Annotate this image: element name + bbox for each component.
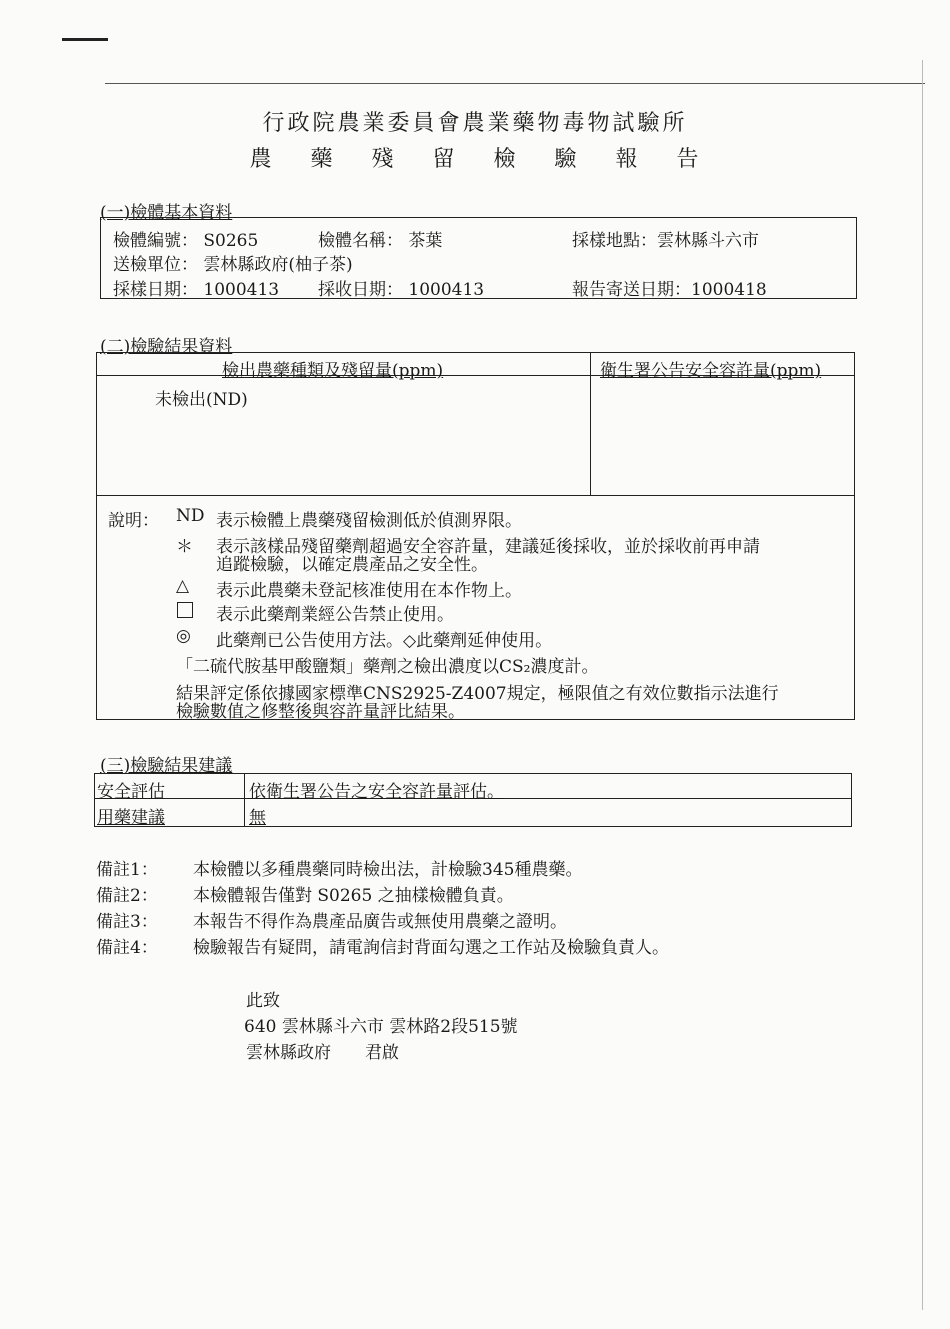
- sample-no: 檢體編號： S0265: [113, 231, 259, 251]
- note-text-star-2: 追蹤檢驗，以確定農產品之安全性。: [216, 555, 488, 575]
- scan-mark: [62, 38, 108, 41]
- top-rule: [105, 83, 925, 84]
- note-cns-2: 檢驗數值之修整後與容許量評比結果。: [176, 702, 465, 722]
- sampling-site: 採樣地點：雲林縣斗六市: [572, 231, 759, 251]
- remark-text-2: 本檢體報告僅對 S0265 之抽樣檢體負責。: [193, 886, 514, 906]
- remark-label-4: 備註4：: [96, 938, 158, 958]
- advice-value-safety: 依衛生署公告之安全容許量評估。: [249, 782, 504, 802]
- remark-label-2: 備註2：: [96, 886, 158, 906]
- report-title: 農 藥 殘 留 檢 驗 報 告: [249, 147, 701, 172]
- salutation: 此致: [246, 991, 280, 1011]
- section3-label: (三)檢驗結果建議: [100, 756, 233, 776]
- result-value: 未檢出(ND): [155, 390, 248, 410]
- bullseye-icon: ◎: [176, 626, 191, 646]
- section1-label: (一)檢體基本資料: [100, 203, 233, 223]
- receive-date: 採收日期： 1000413: [318, 280, 485, 300]
- note-text-star: 表示該樣品殘留藥劑超過安全容許量，建議延後採收，並於採收前再申請: [216, 537, 760, 557]
- submitter: 送檢單位： 雲林縣政府(柚子茶): [113, 255, 353, 275]
- sample-name: 檢體名稱： 茶葉: [318, 231, 443, 251]
- note-text-triangle: 表示此農藥未登記核准使用在本作物上。: [216, 581, 522, 601]
- org-title: 行政院農業委員會農業藥物毒物試驗所: [262, 111, 688, 136]
- triangle-icon: △: [176, 576, 190, 596]
- note-text-bullseye: 此藥劑已公告使用方法。◇此藥劑延伸使用。: [216, 631, 553, 651]
- advice-key-safety: 安全評估: [97, 782, 165, 802]
- remark-text-4: 檢驗報告有疑問，請電詢信封背面勾選之工作站及檢驗負責人。: [193, 938, 669, 958]
- sampling-date: 採樣日期： 1000413: [113, 280, 280, 300]
- note-mark-star: ＊: [176, 537, 193, 557]
- results-col-divider: [590, 352, 591, 495]
- report-date: 報告寄送日期：1000418: [572, 280, 767, 300]
- advice-key-usage: 用藥建議: [97, 808, 165, 828]
- advice-col-divider: [244, 773, 245, 826]
- remark-label-1: 備註1：: [96, 860, 158, 880]
- note-text-square: 表示此藥劑業經公告禁止使用。: [216, 605, 454, 625]
- address-line: 640 雲林縣斗六市 雲林路2段515號: [244, 1017, 518, 1037]
- remark-text-3: 本報告不得作為農產品廣告或無使用農藥之證明。: [193, 912, 567, 932]
- note-mark-nd: ND: [176, 506, 205, 526]
- remark-label-3: 備註3：: [96, 912, 158, 932]
- section2-label: (二)檢驗結果資料: [100, 337, 233, 357]
- results-body-rule: [96, 495, 854, 496]
- note-cns-1: 結果評定係依據國家標準CNS2925-Z4007規定，極限值之有效位數指示法進行: [176, 684, 779, 704]
- col1-header: 檢出農藥種類及殘留量(ppm): [222, 361, 444, 381]
- recipient: 雲林縣政府 君啟: [246, 1043, 399, 1063]
- square-icon: [177, 601, 193, 620]
- note-cs2: 「二硫代胺基甲酸鹽類」藥劑之檢出濃度以CS₂濃度計。: [176, 657, 599, 677]
- col2-header: 衛生署公告安全容許量(ppm): [600, 361, 822, 381]
- note-text-nd: 表示檢體上農藥殘留檢測低於偵測界限。: [216, 511, 522, 531]
- notes-label: 說明：: [108, 511, 159, 531]
- advice-value-usage: 無: [249, 808, 266, 828]
- remark-text-1: 本檢體以多種農藥同時檢出法，計檢驗345種農藥。: [193, 860, 583, 880]
- right-edge-line: [922, 60, 923, 1310]
